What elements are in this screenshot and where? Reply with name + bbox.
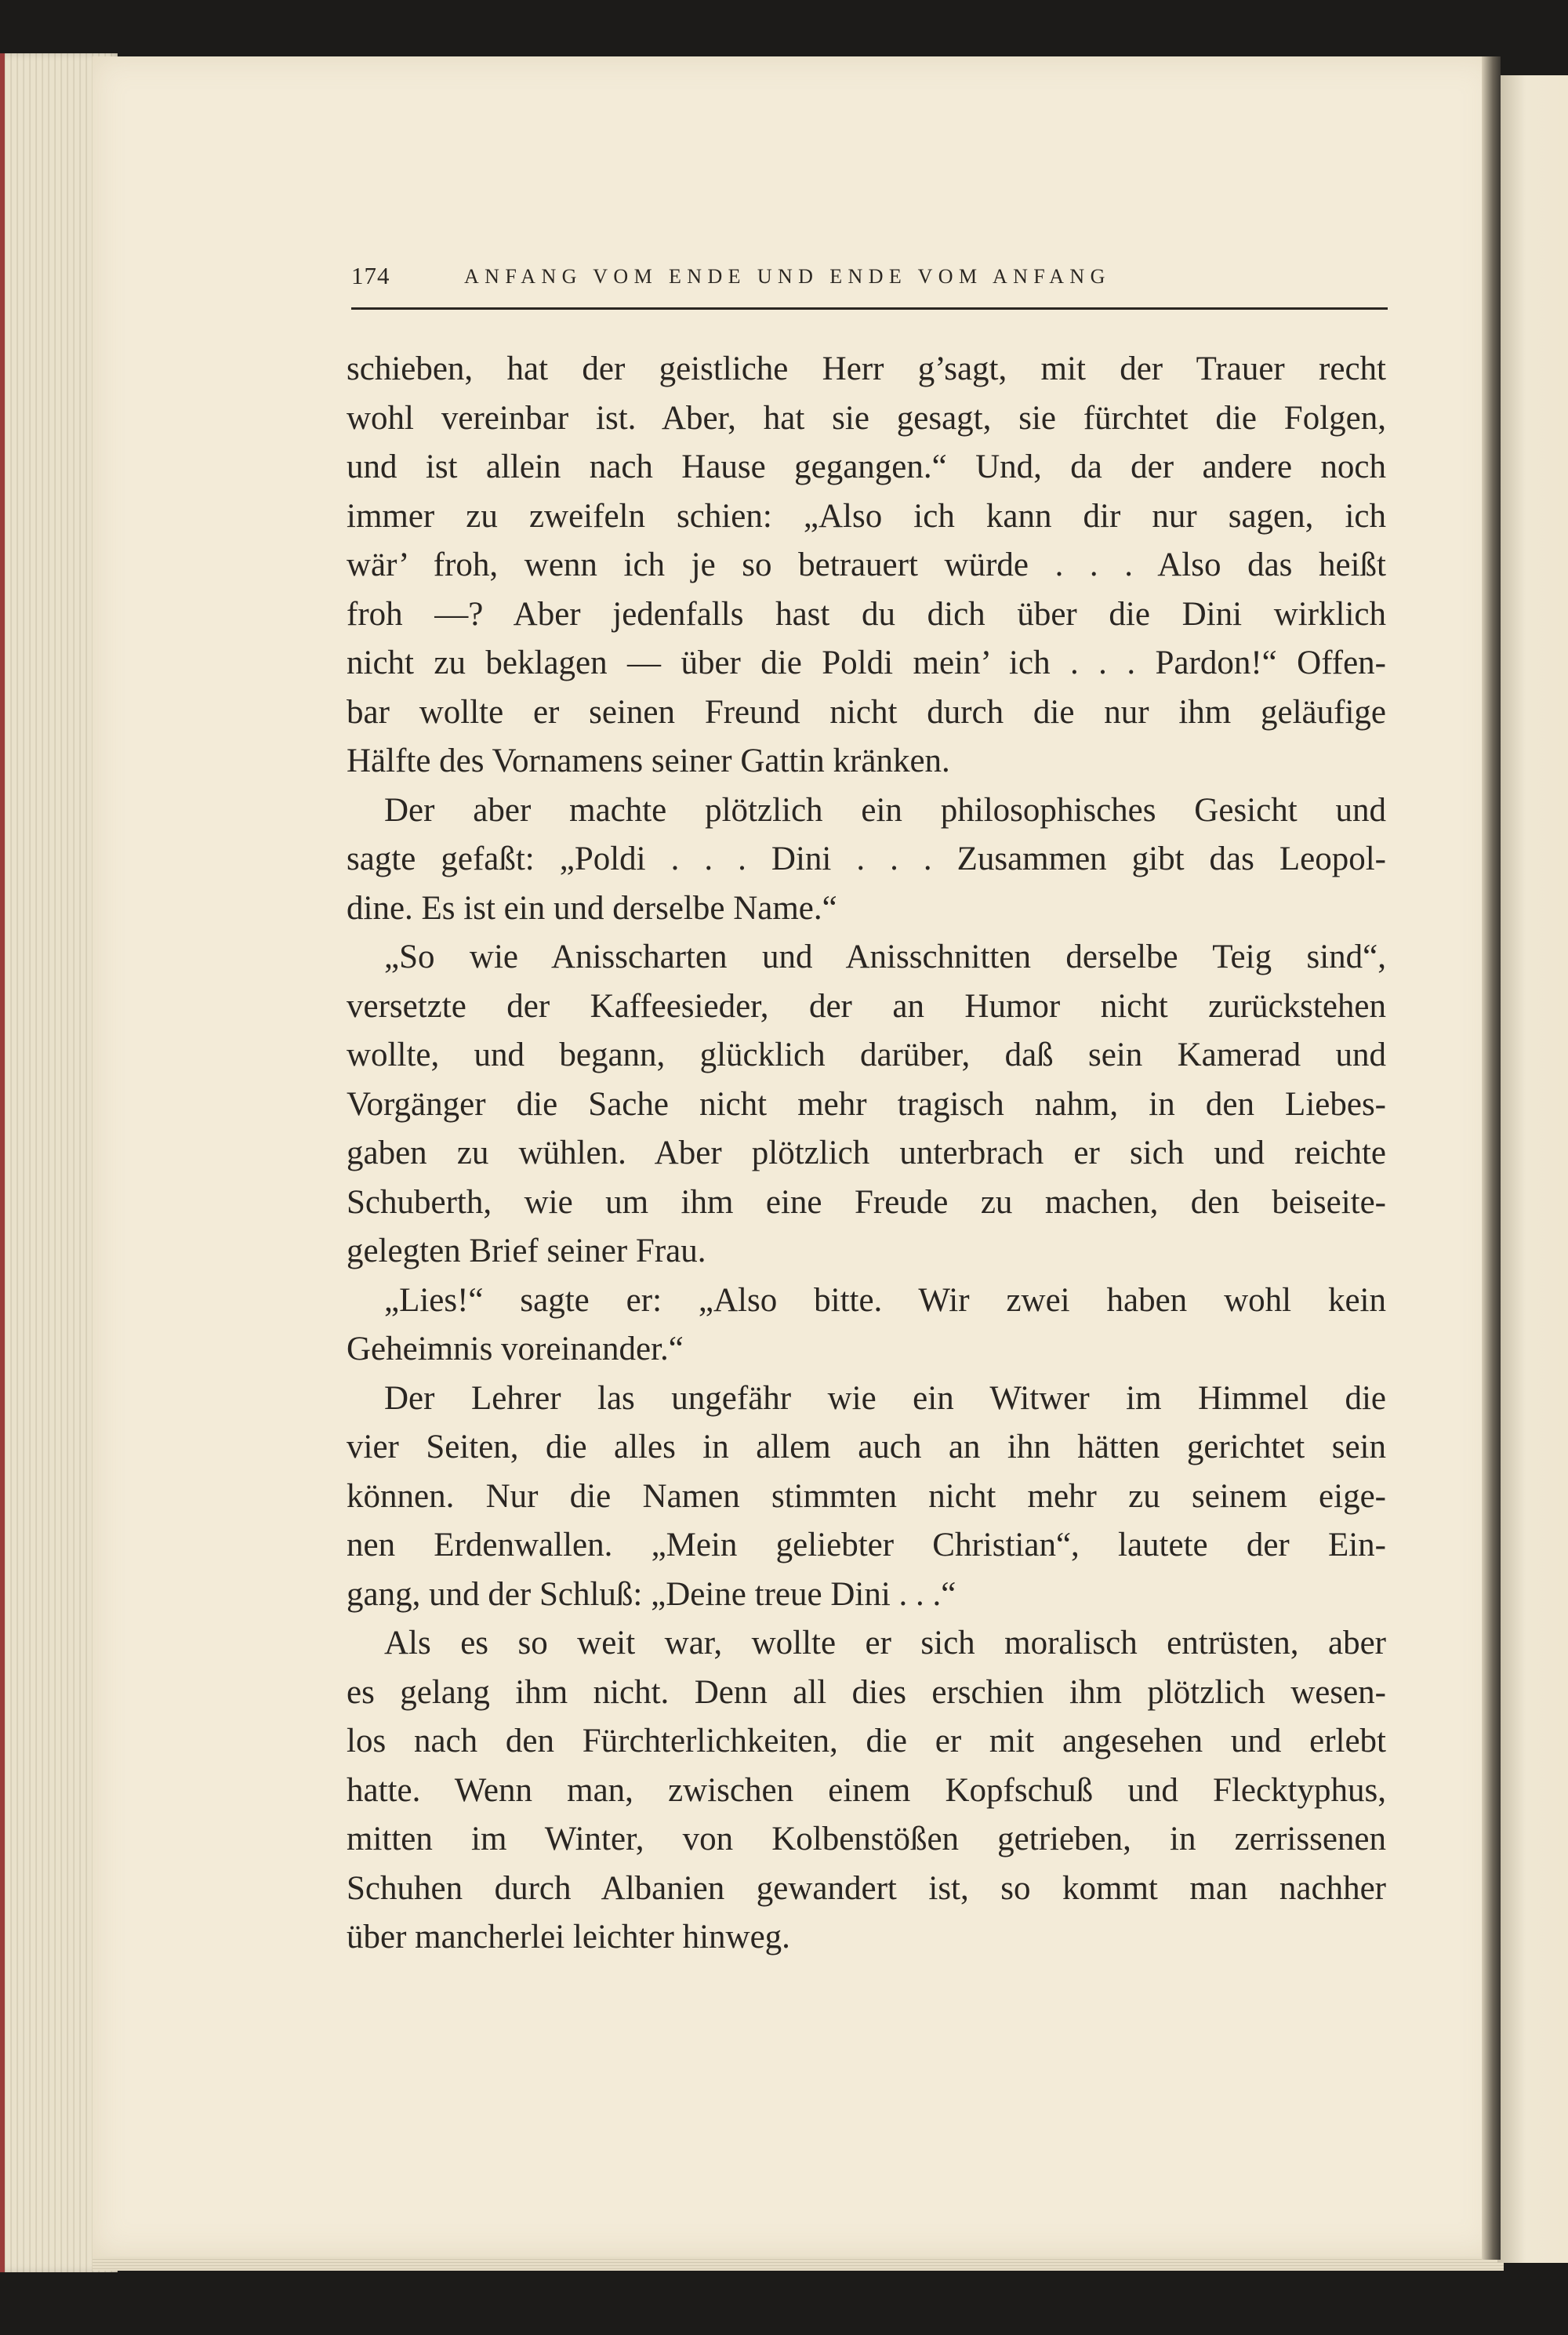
running-title: ANFANG VOM ENDE UND ENDE VOM ANFANG [464,265,1111,288]
text-line: hatte. Wenn man, zwischen einem Kopfschuß und Flecktyphus, [347,1771,1386,1809]
text-line: wohl vereinbar ist. Aber, hat sie gesagt, sie fürchtet die Folgen, [347,399,1386,437]
text-line: Hälfte des Vornamens seiner Gattin kränken. [347,743,950,779]
text-line: mitten im Winter, von Kolbenstößen getrieben, in zerrissenen [347,1821,1386,1857]
text-line: dine. Es ist ein und derselbe Name.“ [347,889,837,927]
text-line: schieben, hat der geistliche Herr g’sagt, mit der Trauer recht [347,350,1386,387]
text-line: immer zu zweifeln schien: „Also ich kann dir nur sagen, ich [347,497,1386,535]
text-line: wollte, und begann, glücklich darüber, daß sein Kamerad und [347,1037,1386,1073]
text-line: sagte gefaßt: „Poldi . . . Dini . . . Zusammen gibt das Leopol- [347,841,1386,877]
text-line: gang, und der Schluß: „Deine treue Dini . . .“ [347,1575,956,1613]
text-line: Schuhen durch Albanien gewandert ist, so kommt man nachher [347,1869,1386,1907]
text-line: nen Erdenwallen. „Mein geliebter Christian“, lautete der Ein- [347,1527,1386,1563]
text-line: Der aber machte plötzlich ein philosophisches Gesicht und [384,791,1386,829]
body-text [347,345,1386,1963]
text-line: vier Seiten, die alles in allem auch an ihn hätten gerichtet sein [347,1429,1386,1465]
text-line: können. Nur die Namen stimmten nicht mehr zu seinem eige- [347,1477,1386,1515]
book-cover-edge [0,53,5,2272]
text-line: und ist allein nach Hause gegangen.“ Und, da der andere noch [347,448,1386,485]
text-line: wär’ froh, wenn ich je so betrauert würde . . . Also das heißt [347,547,1386,583]
facing-page [1497,75,1568,2263]
text-line: los nach den Fürchterlichkeiten, die er mit angesehen und erlebt [347,1723,1386,1759]
page-number: 174 [351,262,390,289]
book-gutter [1482,56,1501,2260]
text-line: gaben zu wühlen. Aber plötzlich unterbrach er sich und reichte [347,1135,1386,1171]
text-line: Der Lehrer las ungefähr wie ein Witwer im Himmel die [384,1379,1386,1417]
text-line: bar wollte er seinen Freund nicht durch die nur ihm geläufige [347,693,1386,731]
text-line: Vorgänger die Sache nicht mehr tragisch nahm, in den Liebes- [347,1085,1386,1123]
text-line: über mancherlei leichter hinweg. [347,1919,790,1956]
text-line: „So wie Anisscharten und Anisschnitten derselbe Teig sind“, [384,939,1386,975]
text-line: nicht zu beklagen — über die Poldi mein’ ich . . . Pardon!“ Offen- [347,645,1386,681]
text-line: Schuberth, wie um ihm eine Freude zu machen, den beiseite- [347,1183,1386,1221]
text-line: Als es so weit war, wollte er sich moralisch entrüsten, aber [384,1625,1386,1661]
running-head [351,262,1388,310]
text-line: froh —? Aber jedenfalls hast du dich über die Dini wirklich [347,595,1386,633]
text-line: es gelang ihm nicht. Denn all dies erschien ihm plötzlich wesen- [347,1673,1386,1711]
text-line: versetzte der Kaffeesieder, der an Humor nicht zurückstehen [347,987,1386,1025]
text-line: „Lies!“ sagte er: „Also bitte. Wir zwei haben wohl kein [384,1281,1386,1319]
text-line: gelegten Brief seiner Frau. [347,1233,706,1269]
text-line: Geheimnis voreinander.“ [347,1331,684,1367]
